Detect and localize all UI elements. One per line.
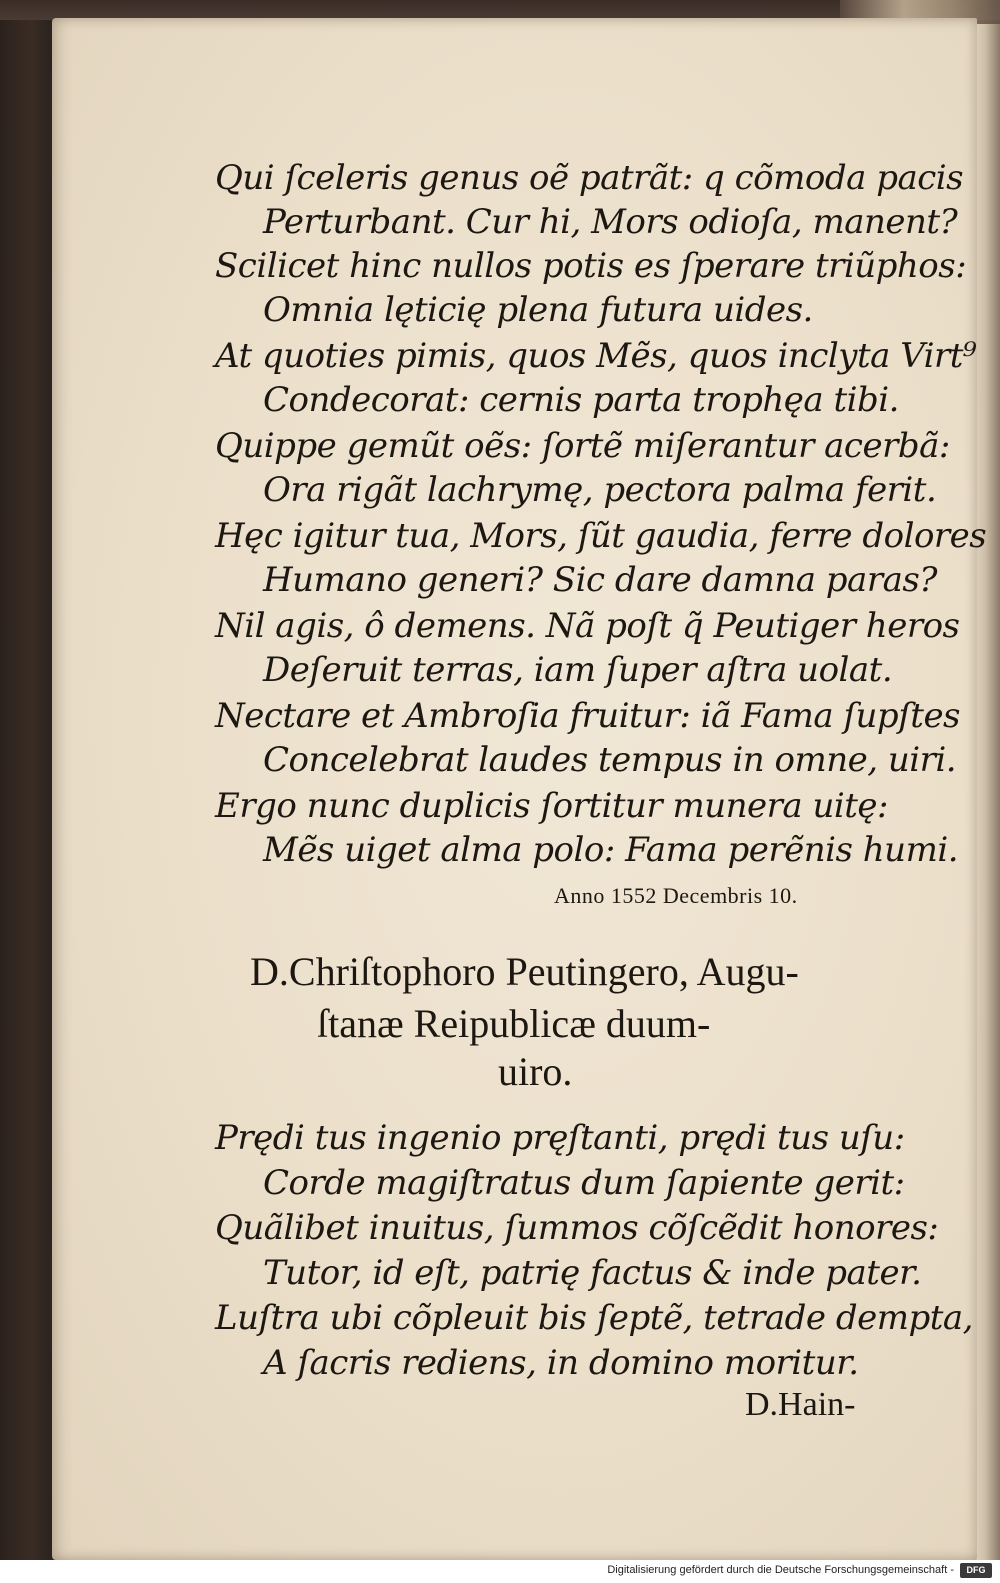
poem-one-line: Ora rigãt lachrymę, pectora palma ferit. xyxy=(263,470,937,510)
poem-two-line: Corde magiſtratus dum ſapiente gerit: xyxy=(263,1163,905,1203)
poem-two-line: A ſacris rediens, in domino moritur. xyxy=(263,1343,859,1383)
poem-one-line: Nil agis, ô demens. Nã poſt q̃ Peutiger heros xyxy=(215,606,960,646)
dedication-heading-line: ſtanæ Reipublicæ duum- xyxy=(317,1001,711,1046)
book-page xyxy=(52,18,987,1560)
dedication-heading-line: D.Chriſtophoro Peutingero, Augu- xyxy=(250,949,799,994)
poem-one-line: Humano generi? Sic dare damna paras? xyxy=(263,560,938,600)
poem-one-line: Perturbant. Cur hi, Mors odioſa, manent? xyxy=(263,202,958,242)
catchword: D.Hain- xyxy=(745,1386,856,1423)
poem-one-line: Mẽs uiget alma polo: Fama perẽnis humi. xyxy=(263,830,958,870)
poem-one-line: Quippe gemũt oẽs: ſortẽ miſerantur acerbã: xyxy=(215,426,950,466)
funding-note: Digitalisierung gefördert durch die Deutsche Forschungsgemeinschaft - xyxy=(607,1564,954,1576)
poem-one-line: Omnia lęticię plena futura uides. xyxy=(263,290,813,330)
poem-date: Anno 1552 Decembris 10. xyxy=(554,883,798,908)
poem-two-line: Quãlibet inuitus, ſummos cõſcẽdit honores: xyxy=(215,1208,939,1248)
poem-one-line: Ergo nunc duplicis ſortitur munera uitę: xyxy=(215,786,888,826)
poem-one-line: At quoties pimis, quos Mẽs, quos inclyta Virt⁹ xyxy=(215,336,977,376)
poem-one-line: Condecorat: cernis parta trophęa tibi. xyxy=(263,380,899,420)
poem-two-line: Luſtra ubi cõpleuit bis ſeptẽ, tetrade dempta, xyxy=(215,1298,973,1338)
poem-two-line: Prędi tus ingenio pręſtanti, prędi tus uſu: xyxy=(215,1118,905,1158)
dfg-logo: DFG xyxy=(960,1563,992,1578)
poem-one-line: Deſeruit terras, iam ſuper aſtra uolat. xyxy=(263,650,893,690)
poem-one-line: Nectare et Ambroſia fruitur: iã Fama ſupſtes xyxy=(215,696,961,736)
poem-two-line: Tutor, id eſt, patrię factus & inde pater. xyxy=(263,1253,922,1293)
dedication-heading-line: uiro. xyxy=(498,1049,573,1094)
poem-one-line: Concelebrat laudes tempus in omne, uiri. xyxy=(263,740,957,780)
poem-one-line: Hęc igitur tua, Mors, ſũt gaudia, ferre dolores xyxy=(215,516,987,556)
poem-one-line: Qui ſceleris genus oẽ patrãt: q cõmoda pacis xyxy=(215,158,964,198)
poem-one-line: Scilicet hinc nullos potis es ſperare triũphos: xyxy=(215,246,967,286)
